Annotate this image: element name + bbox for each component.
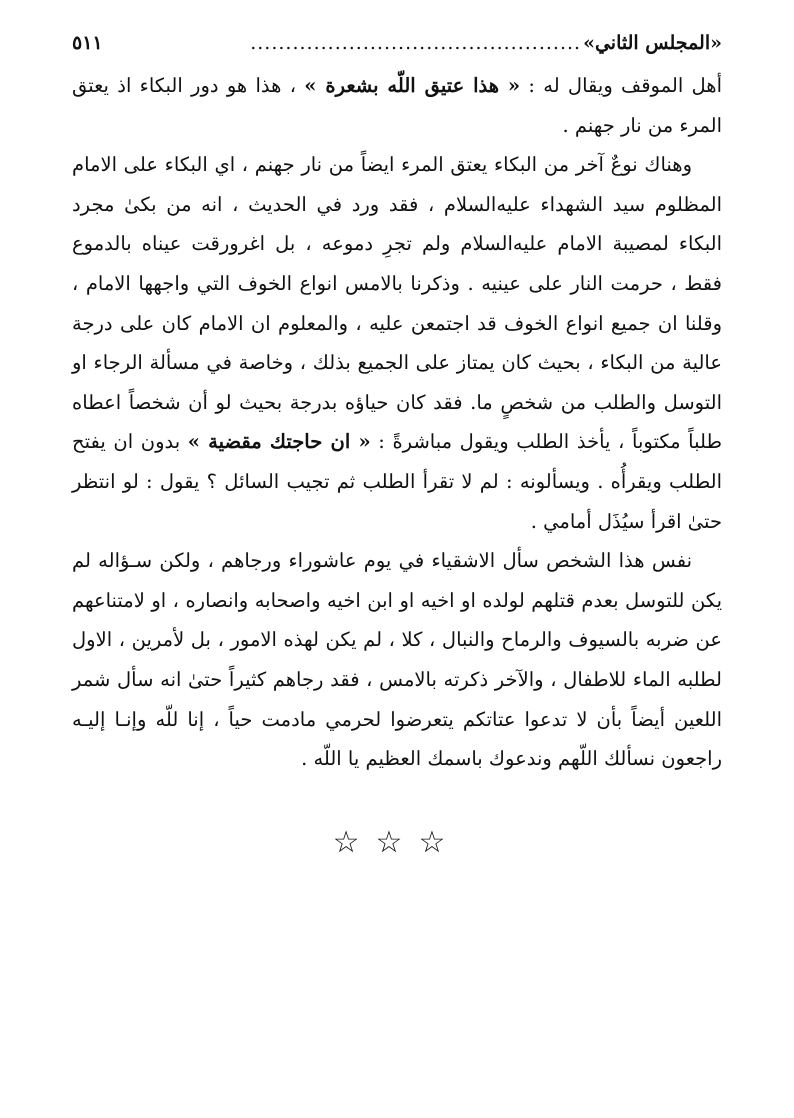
page [72, 28, 722, 860]
paragraph-1 [72, 66, 722, 145]
paragraph-2-text-a: وهناك نوعٌ آخر من البكاء يعتق المرء ايضاً من نار جهنم ، اي البكاء على الامام المظلوم سيد الشهداء عليه‌السلام ، فقد ورد في الحديث ، انه من بكىٰ مجرد البكاء لمصيبة الامام عليه‌السلام ولم تجرِ دموعه ، بل اغرورقت عيناه بالدموع فقط ، حرمت النار على عينيه . وذكرنا بالامس انواع الخوف التي واجهها الامام ، وقلنا ان جميع انواع الخوف قد اجتمعن عليه ، والمعلوم ان الامام كان على درجة عالية من البكاء ، بحيث كان يمتاز على الجميع بذلك ، وخاصة في مسألة الرجاء او التوسل والطلب من شخصٍ ما. فقد كان حياؤه بدرجة بحيث لو أن شخصاً اعطاه طلباً مكتوباً ، يأخذ الطلب ويقول مباشرةً : [72, 153, 722, 454]
paragraph-1-text-c: ، هذا هو دور البكاء اذ يعتق المرء من نار جهنم . [72, 74, 722, 137]
page-number: ٥١١ [72, 32, 103, 54]
quote-your-need-is-fulfilled: « ان حاجتك مقضية » [187, 430, 371, 454]
paragraph-2 [72, 145, 722, 541]
paragraph-2-text-c: بدون ان يفتح الطلب ويقرأُه . ويسألونه : لم لا تقرأ الطلب ثم تجيب السائل ؟ يقول : لو انتظر حتىٰ اقرأ سيُذَل أمامي . [72, 430, 722, 533]
star-icon: ☆ [375, 824, 419, 860]
body-text [72, 66, 722, 779]
star-icon: ☆ [332, 824, 376, 860]
chapter-title: «المجلس الثاني» [583, 32, 722, 54]
running-header [72, 28, 722, 58]
paragraph-3: نفس هذا الشخص سأل الاشقياء في يوم عاشوراء ورجاهم ، ولكن سـؤاله لم يكن للتوسل بعدم قتلهم لولده او اخيه او ابن اخيه واصحابه وانصاره ، او لامتناعهم عن ضربه بالسيوف والرماح والنبال ، كلا ، لم يكن لهذه الامور ، بل لأمرين ، الاول لطلبه الماء للاطفال ، والآخر ذكرته بالامس ، فقد رجاهم كثيراً حتىٰ انه سأل شمر اللعين أيضاً بأن لا تدعوا عتاتكم يتعرضوا لحرمي مادمت حياً ، إنا للّه وإنـا إليـه راجعون نسألك اللّهم وندعوك باسمك العظيم يا اللّه . [72, 549, 722, 771]
header-dot-leader: ............................................... [250, 32, 582, 54]
star-icon: ☆ [418, 824, 462, 860]
paragraph-1-text-a: أهل الموقف ويقال له : [520, 74, 723, 97]
section-divider-stars [72, 825, 722, 860]
quote-freed-by-allah: « هذا عتيق اللّه بشعرة » [304, 74, 521, 97]
